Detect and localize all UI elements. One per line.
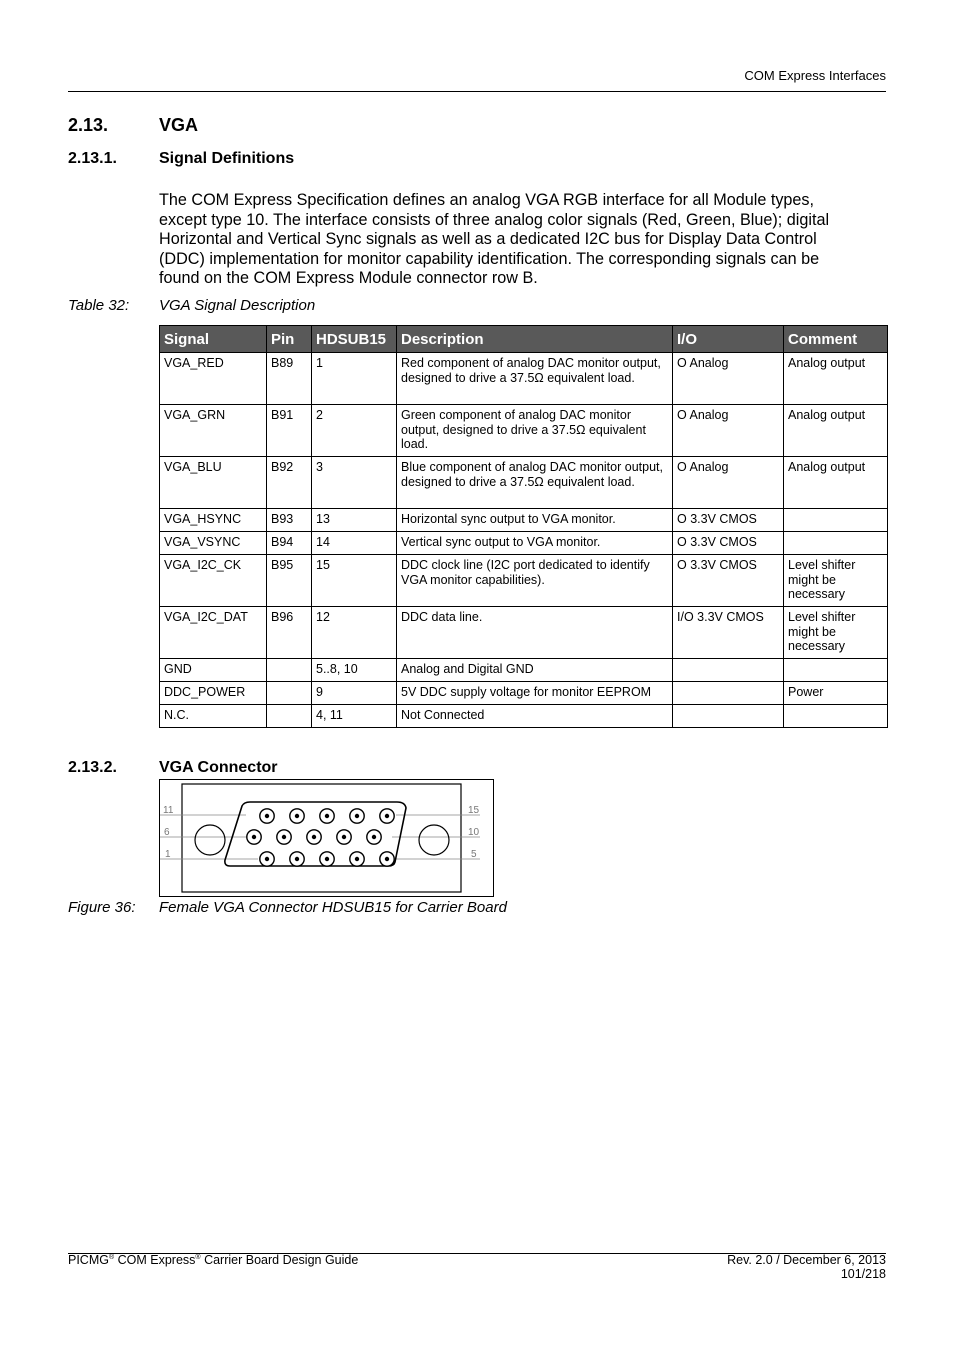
pin-label-left: 6 [164,827,170,838]
table-cell: 15 [312,555,397,607]
pin-row-top [260,809,394,823]
table-cell: Analog and Digital GND [397,659,673,682]
table-cell: I/O 3.3V CMOS [673,607,784,659]
column-header: Pin [267,326,312,353]
table-cell [784,705,888,728]
table-cell: 4, 11 [312,705,397,728]
header-rule [68,91,886,92]
table-cell [267,682,312,705]
table-cell [784,532,888,555]
table-cell: 14 [312,532,397,555]
table-cell: VGA_I2C_DAT [160,607,267,659]
running-header: COM Express Interfaces [744,68,886,83]
table-cell: B91 [267,405,312,457]
table-cell: Level shifter might be necessary [784,607,888,659]
table-cell: Power [784,682,888,705]
paragraph-line: (DDC) implementation for monitor capability identification. The corresponding signals can be [159,249,820,268]
table-cell: VGA_I2C_CK [160,555,267,607]
paragraph-line: except type 10. The interface consists of three analog color signals (Red, Green, Blue); digital [159,210,830,229]
subsection-number: 2.13.1. [68,150,117,167]
table-cell: 5V DDC supply voltage for monitor EEPROM [397,682,673,705]
pin-label-left: 11 [163,805,174,816]
table-cell [673,705,784,728]
table-cell: VGA_GRN [160,405,267,457]
table-header-row [160,326,888,353]
figure-caption-title: Female VGA Connector HDSUB15 for Carrier Board [159,899,507,916]
table-caption-title: VGA Signal Description [159,297,316,314]
table-cell: 3 [312,457,397,509]
section-number: 2.13. [68,115,109,135]
vga-connector-figure [159,779,494,897]
table-cell: B89 [267,353,312,405]
table-cell: Level shifter might be necessary [784,555,888,607]
table-cell: VGA_BLU [160,457,267,509]
table-cell: VGA_VSYNC [160,532,267,555]
pin-label-right: 15 [468,805,480,816]
connector-drawing [160,780,493,896]
pin-row-middle [247,830,381,844]
table-cell: O 3.3V CMOS [673,532,784,555]
table-row [160,353,888,405]
table-cell [267,659,312,682]
registered-mark: ® [195,1253,201,1261]
table-cell: O 3.3V CMOS [673,555,784,607]
registered-mark: ® [108,1253,115,1261]
paragraph-line: found on the COM Express Module connector row B. [159,269,538,288]
table-cell: Green component of analog DAC monitor output, designed to drive a 37.5Ω equivalent load. [397,405,673,457]
table-cell: Analog output [784,457,888,509]
mounting-hole-right [419,825,449,855]
table-cell: DDC clock line (I2C port dedicated to identify VGA monitor capabilities). [397,555,673,607]
table-cell: Horizontal sync output to VGA monitor. [397,509,673,532]
table-cell: DDC_POWER [160,682,267,705]
table-row [160,682,888,705]
footer-page-number: 101/218 [840,1267,886,1281]
table-cell: Blue component of analog DAC monitor output, designed to drive a 37.5Ω equivalent load. [397,457,673,509]
table-cell: Analog output [784,353,888,405]
table-cell: 5..8, 10 [312,659,397,682]
table-cell: O Analog [673,457,784,509]
table-cell: B93 [267,509,312,532]
table-cell: O 3.3V CMOS [673,509,784,532]
footer-document-title [68,1253,358,1267]
table-cell: 13 [312,509,397,532]
footer-revision: Rev. 2.0 / December 6, 2013 [727,1253,886,1267]
column-header: Comment [784,326,888,353]
table-cell: 1 [312,353,397,405]
mounting-hole-left [195,825,225,855]
footer-org: PICMG [68,1253,109,1267]
table-cell: 2 [312,405,397,457]
table-row [160,509,888,532]
table-cell: Vertical sync output to VGA monitor. [397,532,673,555]
table-cell [784,659,888,682]
column-header: Signal [160,326,267,353]
table-row [160,457,888,509]
column-header: I/O [673,326,784,353]
paragraph-line: The COM Express Specification defines an analog VGA RGB interface for all Module types, [159,191,815,209]
table-cell: GND [160,659,267,682]
table-row [160,705,888,728]
figure-caption-label: Figure 36: [68,899,136,916]
table-cell: Red component of analog DAC monitor output, designed to drive a 37.5Ω equivalent load. [397,353,673,405]
table-row [160,555,888,607]
section-title: VGA [159,115,199,135]
subsection-title: Signal Definitions [159,150,295,167]
table-cell: Analog output [784,405,888,457]
table-cell [784,509,888,532]
table-cell: B95 [267,555,312,607]
table-row [160,659,888,682]
table-row [160,405,888,457]
column-header: Description [397,326,673,353]
table-cell: VGA_RED [160,353,267,405]
table-cell: VGA_HSYNC [160,509,267,532]
body-paragraph [159,191,879,289]
paragraph-line: Horizontal and Vertical Sync signals as well as a dedicated I2C bus for Display Data Control [159,230,817,249]
table-cell: B94 [267,532,312,555]
pin-label-right: 10 [468,827,480,838]
pin-row-bottom [260,852,394,866]
subsection-title: VGA Connector [159,759,278,776]
table-cell [673,682,784,705]
table-cell: O Analog [673,353,784,405]
column-header: HDSUB15 [312,326,397,353]
table-cell: B96 [267,607,312,659]
vga-signal-table [159,325,888,728]
table-cell: O Analog [673,405,784,457]
pin-label-left: 1 [165,849,171,860]
table-cell: 12 [312,607,397,659]
table-cell: N.C. [160,705,267,728]
table-caption-label: Table 32: [68,297,130,314]
table-cell: DDC data line. [397,607,673,659]
table-row [160,607,888,659]
table-row [160,532,888,555]
table-cell: B92 [267,457,312,509]
subsection-number: 2.13.2. [68,759,117,776]
footer-guide-name: Carrier Board Design Guide [200,1253,359,1267]
table-cell: Not Connected [397,705,673,728]
table-cell [673,659,784,682]
pin-label-right: 5 [471,849,477,860]
table-cell: 9 [312,682,397,705]
footer-product: COM Express [114,1253,196,1267]
table-cell [267,705,312,728]
